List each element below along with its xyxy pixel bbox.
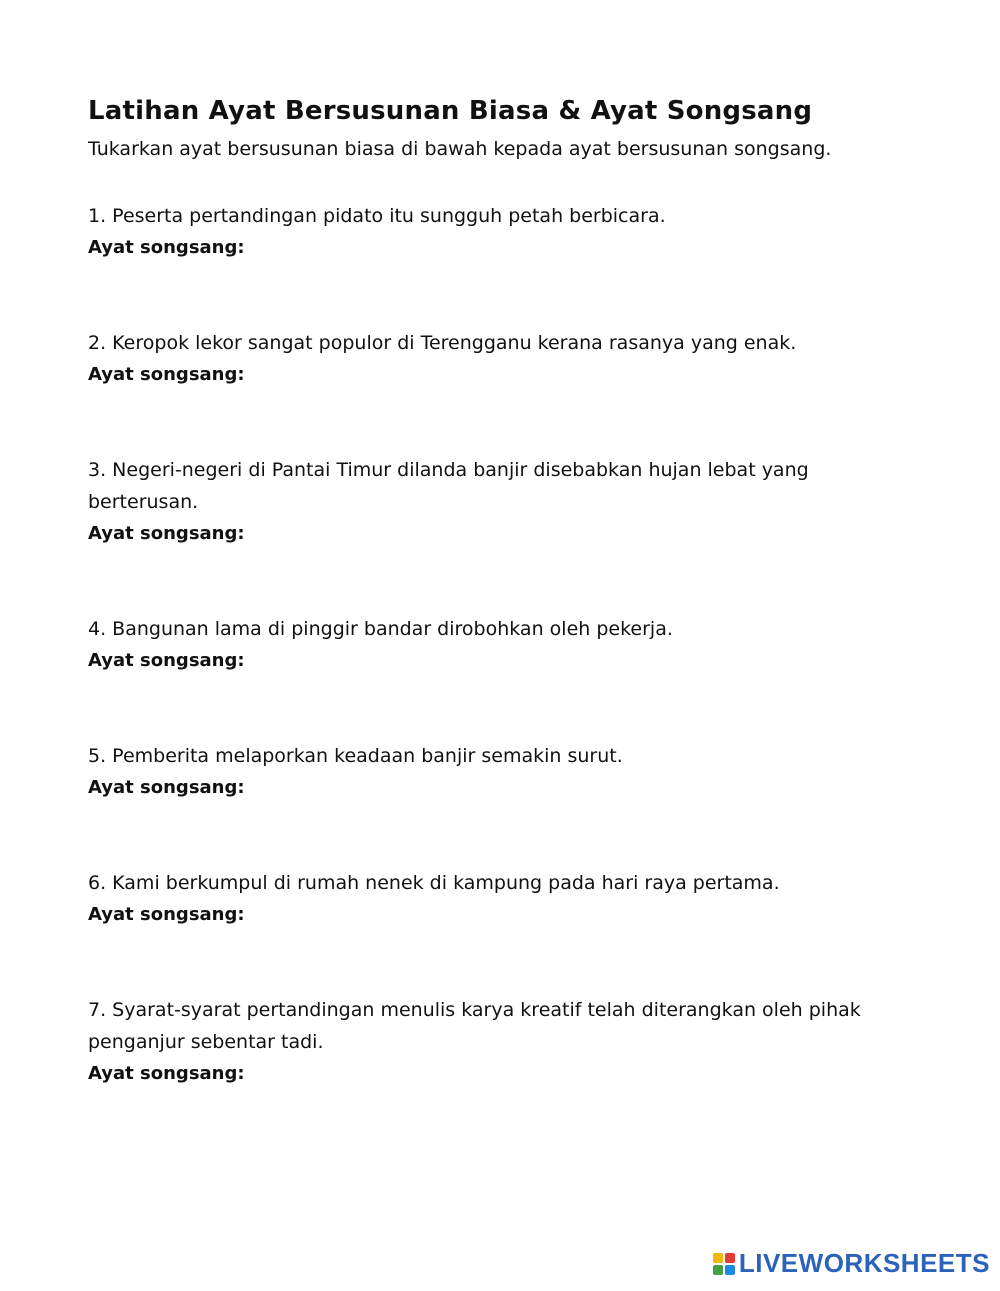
worksheet-header — [88, 96, 948, 186]
answer-label: Ayat songsang: — [88, 777, 245, 798]
question-text: 3. Negeri-negeri di Pantai Timur dilanda banjir disebabkan hujan lebat yang berterusan. — [88, 459, 809, 513]
question-item — [88, 994, 908, 1090]
cube-icon — [713, 1265, 723, 1275]
logo-text: LIVEWORKSHEETS — [738, 1248, 990, 1278]
question-item — [88, 613, 908, 677]
instruction-text: Tukarkan ayat bersusunan biasa di bawah kepada ayat bersusunan songsang. — [88, 138, 832, 160]
answer-label: Ayat songsang: — [88, 237, 245, 258]
question-item — [88, 200, 908, 264]
question-item — [88, 327, 908, 391]
question-text: 5. Pemberita melaporkan keadaan banjir semakin surut. — [88, 745, 623, 767]
question-text: 6. Kami berkumpul di rumah nenek di kampung pada hari raya pertama. — [88, 872, 780, 894]
question-text: 1. Peserta pertandingan pidato itu sungguh petah berbicara. — [88, 205, 666, 227]
question-text: 2. Keropok lekor sangat populor di Terengganu kerana rasanya yang enak. — [88, 332, 797, 354]
answer-label: Ayat songsang: — [88, 523, 245, 544]
cube-icon — [713, 1253, 723, 1263]
answer-label: Ayat songsang: — [88, 904, 245, 925]
answer-label: Ayat songsang: — [88, 650, 245, 671]
answer-label: Ayat songsang: — [88, 364, 245, 385]
answer-label: Ayat songsang: — [88, 1063, 245, 1084]
liveworksheets-logo[interactable] — [713, 1248, 990, 1279]
question-item — [88, 454, 908, 550]
cube-icon — [725, 1253, 735, 1263]
question-item — [88, 867, 908, 931]
question-item — [88, 740, 908, 804]
cube-icon — [725, 1265, 735, 1275]
question-text: 7. Syarat-syarat pertandingan menulis karya kreatif telah diterangkan oleh pihak penganjur sebentar tadi. — [88, 999, 861, 1053]
question-text: 4. Bangunan lama di pinggir bandar dirobohkan oleh pekerja. — [88, 618, 673, 640]
page-title: Latihan Ayat Bersusunan Biasa & Ayat Songsang — [88, 96, 813, 126]
liveworksheets-cubes-icon — [713, 1253, 735, 1275]
